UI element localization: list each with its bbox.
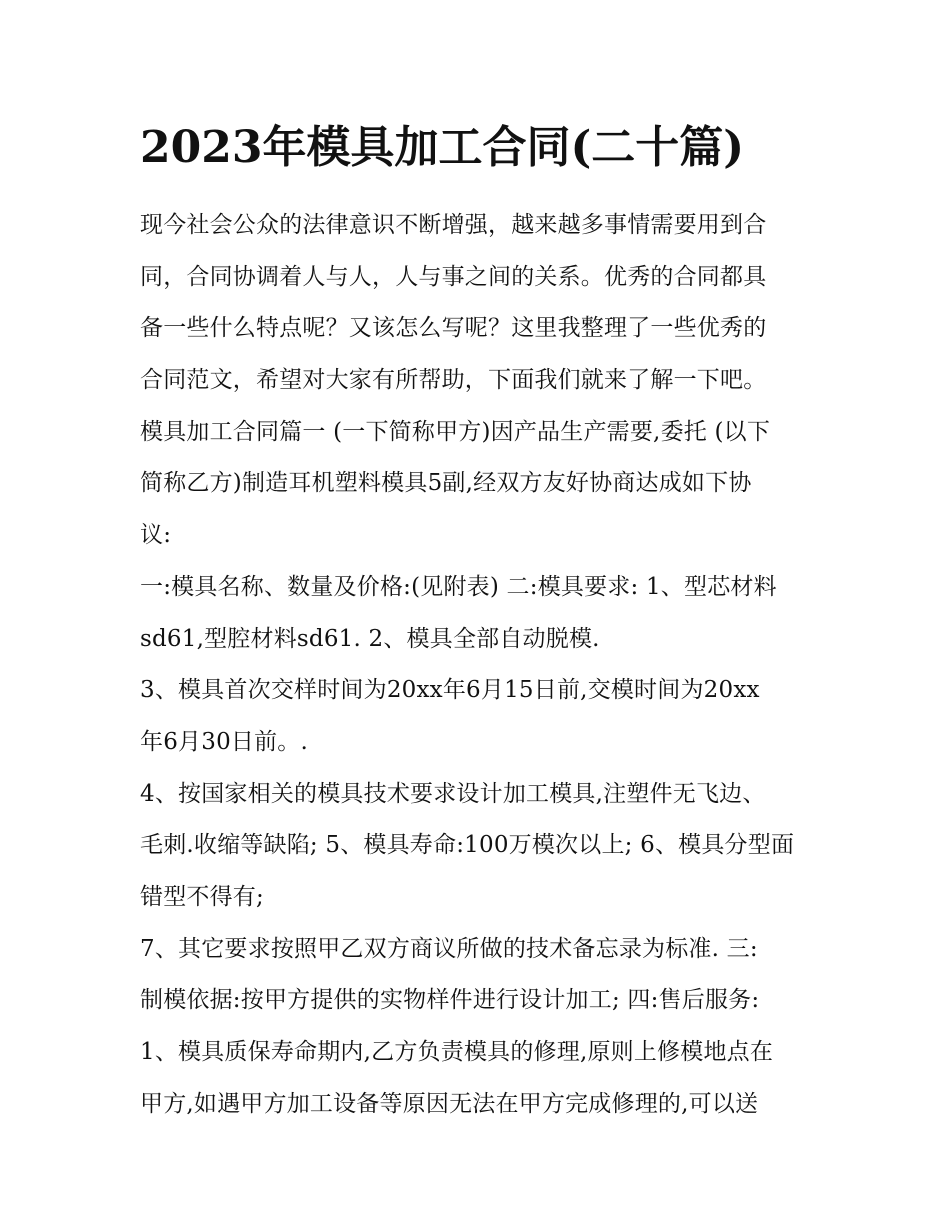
body-line: 年6月30日前。. xyxy=(140,728,309,755)
body-line: 合同范文，希望对大家有所帮助，下面我们就来了解一下吧。 xyxy=(140,367,767,394)
body-line: 毛刺.收缩等缺陷; 5、模具寿命:100万模次以上; 6、模具分型面 xyxy=(140,832,795,859)
body-line: 错型不得有; xyxy=(140,883,264,910)
body-line: 4、按国家相关的模具技术要求设计加工模具,注塑件无飞边、 xyxy=(140,780,766,807)
body-line: 同，合同协调着人与人，人与事之间的关系。优秀的合同都具 xyxy=(140,263,767,290)
body-line: 3、模具首次交样时间为20xx年6月15日前,交模时间为20xx xyxy=(140,677,760,704)
body-line: 制模依据:按甲方提供的实物样件进行设计加工; 四:售后服务: xyxy=(140,987,760,1014)
body-line: 模具加工合同篇一 (一下简称甲方)因产品生产需要,委托 (以下 xyxy=(140,418,771,445)
body-line: 备一些什么特点呢？又该怎么写呢？这里我整理了一些优秀的 xyxy=(140,315,767,342)
body-line: 7、其它要求按照甲乙双方商议所做的技术备忘录为标准. 三: xyxy=(140,935,758,962)
body-line: 1、模具质保寿命期内,乙方负责模具的修理,原则上修模地点在 xyxy=(140,1039,774,1065)
document-title: 2023年模具加工合同(二十篇) xyxy=(140,122,745,173)
body-line: 议: xyxy=(140,522,172,549)
body-line: 简称乙方)制造耳机塑料模具5副,经双方友好协商达成如下协 xyxy=(140,470,752,497)
body-line: 现今社会公众的法律意识不断增强，越来越多事情需要用到合 xyxy=(140,212,767,238)
body-line: 一:模具名称、数量及价格:(见附表) 二:模具要求: 1、型芯材料 xyxy=(140,573,777,600)
body-line: sd61,型腔材料sd61. 2、模具全部自动脱模. xyxy=(140,625,600,652)
document-body xyxy=(140,200,820,1130)
body-line: 甲方,如遇甲方加工设备等原因无法在甲方完成修理的,可以送 xyxy=(140,1090,759,1117)
